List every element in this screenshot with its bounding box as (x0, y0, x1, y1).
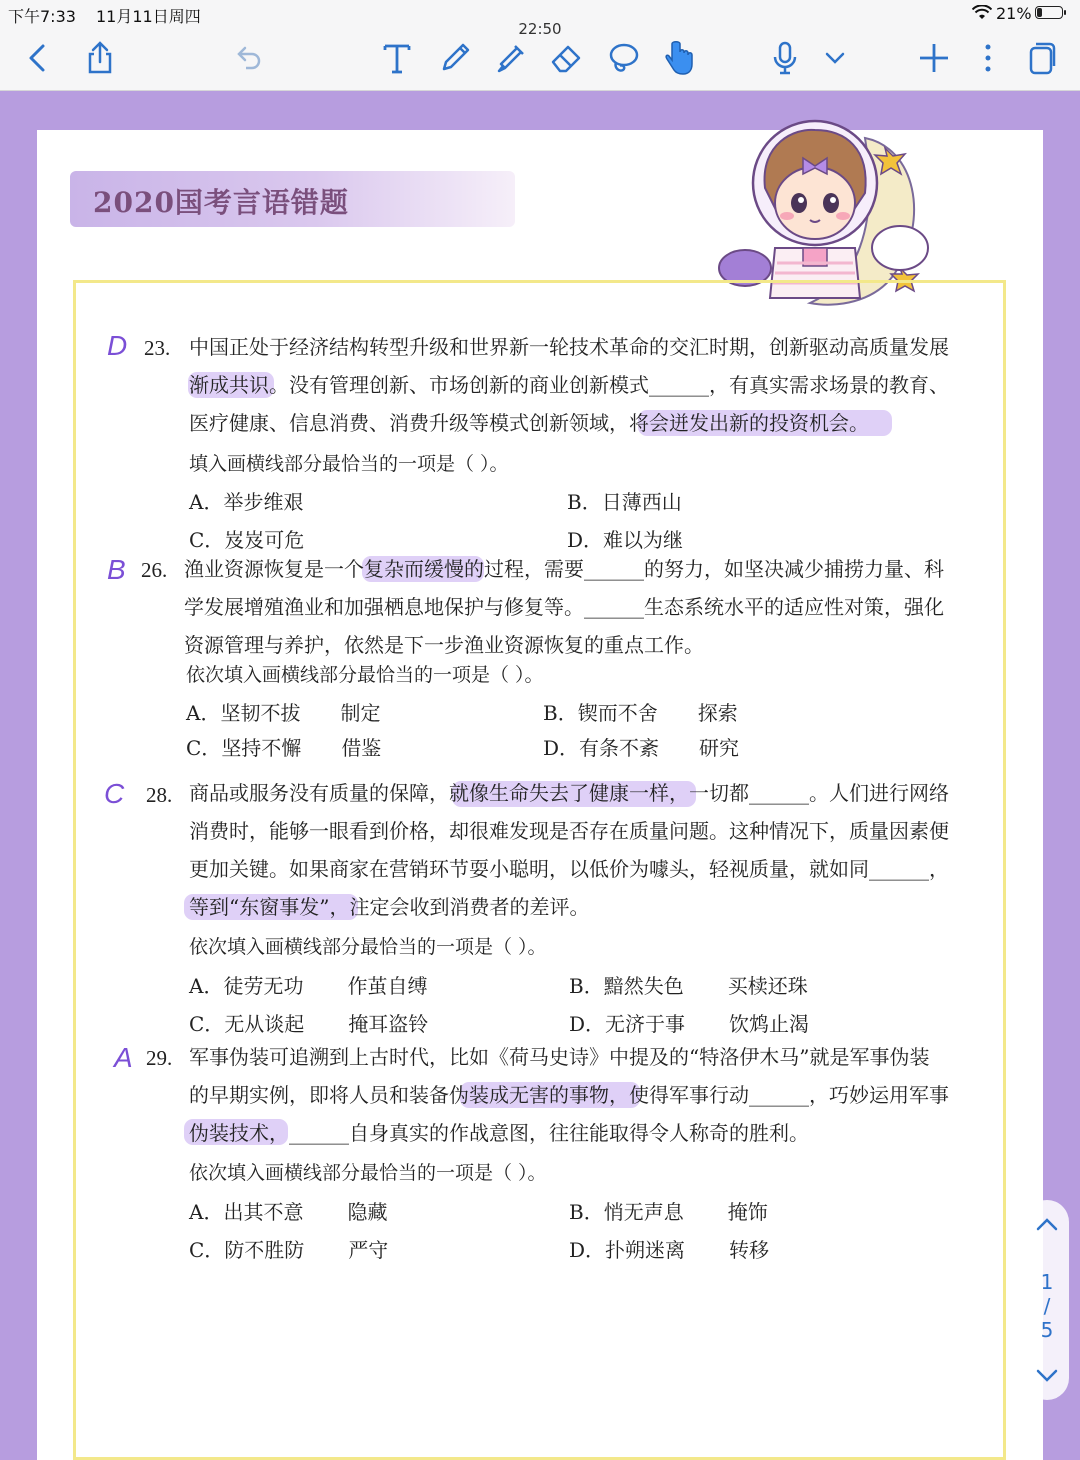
option-text-2: 借鉴 (341, 736, 382, 760)
question-text-line: 渐成共识。没有管理创新、市场创新的商业创新模式______，有真实需求场景的教育、 (189, 373, 949, 397)
option-a (189, 1196, 387, 1225)
pages-button[interactable] (1022, 38, 1062, 78)
microphone-icon (767, 40, 803, 76)
option-text-2: 严守 (348, 1238, 389, 1262)
chevron-down-icon (1035, 1367, 1059, 1385)
option-text: 无济于事 (605, 1012, 686, 1036)
hand-tool-button[interactable] (659, 38, 699, 78)
option-text: 举步维艰 (223, 490, 304, 514)
more-icon (970, 40, 1006, 76)
question-text-line: 学发展增殖渔业和加强栖息地保护与修复等。______生态系统水平的适应性对策，强化 (184, 595, 944, 619)
eraser-icon (548, 40, 584, 76)
option-letter: B． (569, 1200, 604, 1224)
question-instruction: 填入画横线部分最恰当的一项是（ ）。 (189, 453, 509, 475)
question-text-line: 商品或服务没有质量的保障，就像生命失去了健康一样，一切都______。人们进行网络 (189, 781, 949, 805)
status-date: 11月11日周四 (96, 7, 201, 26)
previous-page-button[interactable] (1025, 1214, 1069, 1238)
option-text-2: 作茧自缚 (347, 974, 428, 998)
option-text-2: 探索 (697, 701, 738, 725)
recording-options-button[interactable] (815, 38, 855, 78)
option-text-2: 买椟还珠 (727, 974, 808, 998)
option-text: 扑朔迷离 (605, 1238, 686, 1262)
chevron-up-icon (1035, 1215, 1059, 1233)
question-instruction: 依次填入画横线部分最恰当的一项是（ ）。 (189, 936, 547, 958)
question-text-line: 医疗健康、信息消费、消费升级等模式创新领域，将会迸发出新的投资机会。 (189, 411, 869, 435)
option-text-2: 研究 (699, 736, 740, 760)
text-tool-button[interactable] (377, 38, 417, 78)
question-text-line: 资源管理与养护，依然是下一步渔业资源恢复的重点工作。 (184, 633, 704, 657)
share-button[interactable] (80, 38, 120, 78)
option-letter: C． (189, 528, 225, 552)
option-letter: A． (189, 1200, 224, 1224)
option-letter: A． (189, 490, 224, 514)
question-instruction: 依次填入画横线部分最恰当的一项是（ ）。 (189, 1162, 547, 1184)
option-letter: A． (186, 701, 221, 725)
option-letter: B． (569, 974, 604, 998)
question-text-line: 消费时，能够一眼看到价格，却很难发现是否存在质量问题。这种情况下，质量因素便 (189, 819, 949, 843)
option-b (567, 486, 682, 515)
eraser-tool-button[interactable] (546, 38, 586, 78)
option-text: 坚持不懈 (221, 736, 302, 760)
option-letter: C． (189, 1238, 225, 1262)
question-text-line: 更加关键。如果商家在营销环节耍小聪明，以低价为噱头，轻视质量，就如同______， (189, 857, 949, 881)
pen-icon (437, 40, 473, 76)
option-letter: B． (543, 701, 578, 725)
page-title: 2020国考言语错题 (93, 186, 349, 219)
question-number: 29. (146, 1046, 173, 1070)
option-text: 日薄西山 (601, 490, 682, 514)
back-icon (20, 40, 56, 76)
status-time: 下午7:33 (8, 7, 76, 26)
option-text: 坚韧不拔 (220, 701, 301, 725)
option-text-2: 饮鸩止渴 (729, 1012, 810, 1036)
undo-icon (230, 40, 266, 76)
option-letter: C． (186, 736, 222, 760)
text-icon (379, 40, 415, 76)
option-text-2: 掩饰 (727, 1200, 768, 1224)
question-number: 26. (141, 558, 168, 582)
share-icon (82, 40, 118, 76)
option-text-2: 隐藏 (347, 1200, 388, 1224)
lasso-icon (605, 40, 641, 76)
option-text: 悄无声息 (603, 1200, 684, 1224)
hand-pointer-icon (661, 40, 697, 76)
question-text-line: 中国正处于经济结构转型升级和世界新一轮技术革命的交汇时期，创新驱动高质量发展 (189, 335, 949, 359)
option-c (186, 732, 381, 761)
option-text: 防不胜防 (224, 1238, 305, 1262)
option-text: 黯然失色 (603, 974, 684, 998)
option-text-2: 掩耳盗铃 (348, 1012, 429, 1036)
current-page-number: 1 (1040, 1270, 1054, 1294)
back-button[interactable] (18, 38, 58, 78)
handwritten-answer: A (114, 1042, 133, 1073)
question-number: 28. (146, 783, 173, 807)
question-text-line: 军事伪装可追溯到上古时代，比如《荷马史诗》中提及的“特洛伊木马”就是军事伪装 (189, 1045, 930, 1069)
option-text: 难以为继 (603, 528, 684, 552)
option-b (543, 697, 738, 726)
handwritten-answer: C (104, 778, 125, 809)
question-number: 23. (144, 336, 171, 360)
pages-icon (1024, 40, 1060, 76)
option-text: 有条不紊 (579, 736, 660, 760)
option-d (543, 732, 739, 761)
option-d (569, 1234, 769, 1263)
total-pages: 5 (1040, 1318, 1054, 1342)
option-a (189, 970, 427, 999)
option-c (189, 1008, 428, 1037)
question-text-line: 伪装技术，______自身真实的作战意图，往往能取得令人称奇的胜利。 (189, 1121, 809, 1145)
option-text-2: 制定 (340, 701, 381, 725)
top-toolbar (0, 0, 1080, 91)
plus-icon (916, 40, 952, 76)
option-letter: A． (189, 974, 224, 998)
option-letter: D． (569, 1012, 606, 1036)
highlighter-icon (493, 40, 529, 76)
page-separator: / (1043, 1294, 1051, 1318)
option-b (569, 970, 808, 999)
option-d (567, 524, 683, 553)
question-instruction: 依次填入画横线部分最恰当的一项是（ ）。 (186, 664, 544, 686)
option-letter: D． (567, 528, 604, 552)
question-text-line: 渔业资源恢复是一个复杂而缓慢的过程，需要______的努力，如坚决减少捕捞力量、科 (184, 557, 944, 581)
option-letter: B． (567, 490, 602, 514)
option-c (189, 524, 304, 553)
handwritten-answer: D (107, 330, 128, 361)
option-text: 徒劳无功 (223, 974, 304, 998)
option-text: 岌岌可危 (224, 528, 305, 552)
chevron-down-icon (817, 40, 853, 76)
question-text-line: 的早期实例，即将人员和装备伪装成无害的事物，使得军事行动______，巧妙运用军事 (189, 1083, 949, 1107)
option-c (189, 1234, 388, 1263)
option-b (569, 1196, 768, 1225)
option-letter: C． (189, 1012, 225, 1036)
battery-percent: 21% (996, 4, 1032, 23)
option-a (186, 697, 380, 726)
handwritten-answer: B (107, 554, 126, 585)
option-text: 出其不意 (223, 1200, 304, 1224)
microphone-button[interactable] (765, 38, 805, 78)
option-text: 无从谈起 (224, 1012, 305, 1036)
option-text-2: 转移 (729, 1238, 770, 1262)
page-navigator (1025, 1200, 1069, 1400)
undo-button[interactable] (228, 38, 268, 78)
option-d (569, 1008, 809, 1037)
pen-tool-button[interactable] (435, 38, 475, 78)
add-button[interactable] (914, 38, 954, 78)
option-letter: D． (543, 736, 580, 760)
question-text-line: 等到“东窗事发”，注定会收到消费者的差评。 (189, 895, 590, 919)
battery-icon (1035, 6, 1063, 19)
option-text: 锲而不舍 (577, 701, 658, 725)
lasso-tool-button[interactable] (603, 38, 643, 78)
highlighter-tool-button[interactable] (491, 38, 531, 78)
option-letter: D． (569, 1238, 606, 1262)
more-button[interactable] (968, 38, 1008, 78)
next-page-button[interactable] (1025, 1366, 1069, 1390)
recording-time: 22:50 (518, 20, 562, 38)
option-a (189, 486, 303, 515)
